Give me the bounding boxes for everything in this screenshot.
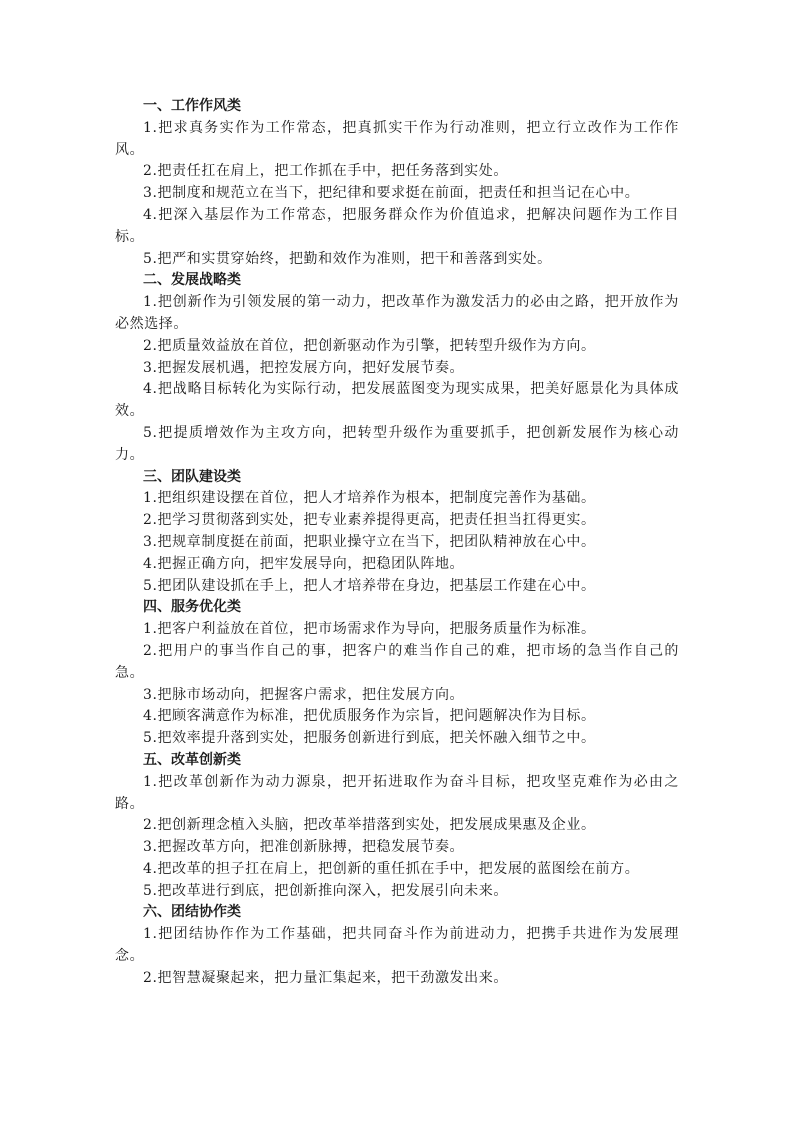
- section-heading: 五、改革创新类: [143, 751, 241, 768]
- list-item: 1.把客户利益放在首位，把市场需求作为导向，把服务质量作为标准。: [143, 621, 596, 638]
- list-item: 3.把脉市场动向，把握客户需求，把住发展方向。: [143, 686, 465, 703]
- list-item: 5.把严和实贯穿始终，把勤和效作为准则，把干和善落到实处。: [143, 250, 552, 267]
- list-item: 4.把顾客满意作为标准，把优质服务作为宗旨，把问题解决作为目标。: [143, 708, 596, 725]
- list-item: 1.把求真务实作为工作常态，把真抓实干作为行动准则，把立行立改作为工作作风。: [115, 119, 679, 158]
- list-item: 3.把握发展机遇，把控发展方向，把好发展节奏。: [143, 359, 465, 376]
- list-item: 5.把改革进行到底，把创新推向深入，把发展引向未来。: [143, 882, 508, 899]
- list-item: 2.把学习贯彻落到实处，把专业素养提得更高，把责任担当扛得更实。: [143, 512, 596, 529]
- list-item: 2.把用户的事当作自己的事，把客户的难当作自己的难，把市场的急当作自己的急。: [115, 642, 679, 681]
- document-page: [115, 96, 679, 990]
- list-item: 3.把规章制度挺在前面，把职业操守立在当下，把团队精神放在心中。: [143, 533, 596, 550]
- list-item: 5.把效率提升落到实处，把服务创新进行到底，把关怀融入细节之中。: [143, 730, 596, 747]
- list-item: 2.把质量效益放在首位，把创新驱动作为引擎，把转型升级作为方向。: [143, 337, 596, 354]
- list-item: 1.把改革创新作为动力源泉，把开拓进取作为奋斗目标，把攻坚克难作为必由之路。: [115, 773, 679, 812]
- list-item: 4.把深入基层作为工作常态，把服务群众作为价值追求，把解决问题作为工作目标。: [115, 206, 679, 245]
- list-item: 2.把创新理念植入头脑，把改革举措落到实处，把发展成果惠及企业。: [143, 817, 596, 834]
- list-item: 1.把创新作为引领发展的第一动力，把改革作为激发活力的必由之路，把开放作为必然选择。: [115, 294, 679, 332]
- section-heading: 三、团队建设类: [143, 468, 241, 485]
- list-item: 5.把提质增效作为主攻方向，把转型升级作为重要抓手，把创新发展作为核心动力。: [115, 424, 679, 463]
- list-item: 2.把责任扛在肩上，把工作抓在手中，把任务落到实处。: [143, 163, 508, 180]
- list-item: 4.把改革的担子扛在肩上，把创新的重任抓在手中，把发展的蓝图绘在前方。: [143, 860, 640, 877]
- list-item: 5.把团队建设抓在手上，把人才培养带在身边，把基层工作建在心中。: [143, 577, 596, 594]
- section-heading: 六、团结协作类: [143, 904, 241, 921]
- list-item: 1.把组织建设摆在首位，把人才培养作为根本，把制度完善作为基础。: [143, 490, 596, 507]
- list-item: 4.把握正确方向，把牢发展导向，把稳团队阵地。: [143, 555, 465, 572]
- list-item: 1.把团结协作作为工作基础，把共同奋斗作为前进动力，把携手共进作为发展理念。: [115, 926, 679, 965]
- list-item: 3.把握改革方向，把准创新脉搏，把稳发展节奏。: [143, 839, 465, 856]
- list-item: 4.把战略目标转化为实际行动，把发展蓝图变为现实成果，把美好愿景化为具体成效。: [115, 381, 679, 420]
- list-item: 3.把制度和规范立在当下，把纪律和要求挺在前面，把责任和担当记在心中。: [143, 185, 640, 202]
- section-heading: 一、工作作风类: [143, 98, 241, 114]
- section-heading: 四、服务优化类: [143, 599, 241, 616]
- list-item: 2.把智慧凝聚起来，把力量汇集起来，把干劲激发出来。: [143, 969, 508, 986]
- section-heading: 二、发展战略类: [143, 272, 241, 289]
